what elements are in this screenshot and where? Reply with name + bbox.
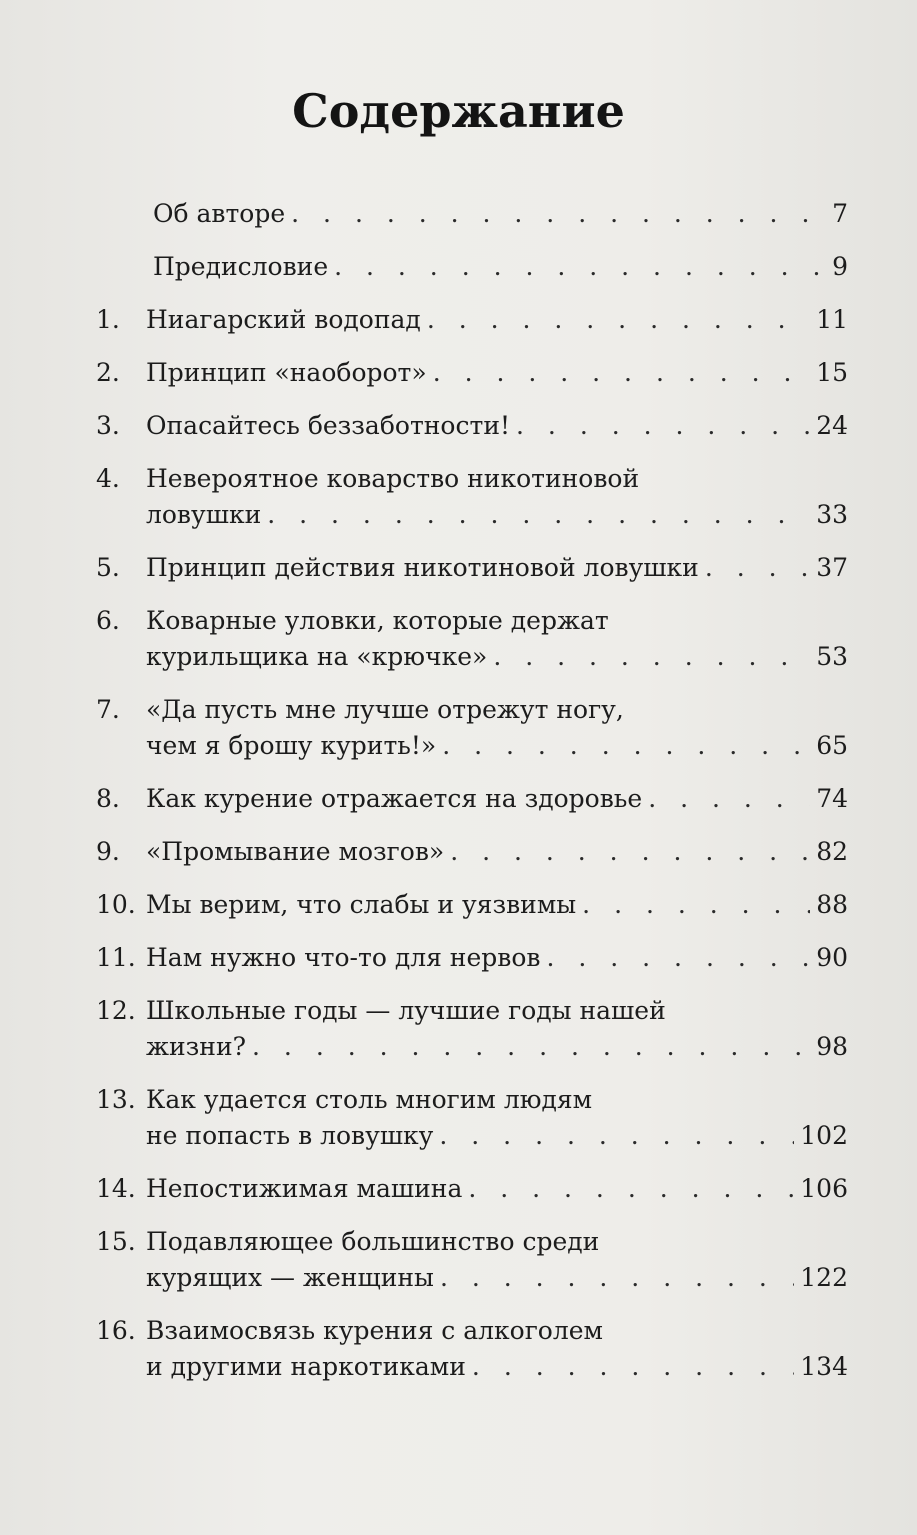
dot-leader (291, 196, 826, 232)
chapter-title-line: Нам нужно что-то для нервов (146, 943, 541, 972)
chapter-title-line: Принцип «наоборот» (146, 358, 427, 387)
dot-leader (334, 249, 826, 285)
dot-leader (472, 1349, 794, 1385)
chapter-title (146, 408, 848, 444)
chapter-title-line: «Промывание мозгов» (146, 837, 445, 866)
dot-leader (267, 497, 810, 533)
chapter-title-line: Принцип действия никотиновой ловушки (146, 553, 699, 582)
chapter-title-line: и другими наркотиками (146, 1352, 466, 1381)
chapter-number: 8. (96, 784, 120, 813)
chapter-title-last-line (146, 1260, 848, 1296)
dot-leader (516, 408, 810, 444)
chapter-title-line: «Да пусть мне лучше отрежут ногу, (146, 695, 624, 724)
page-number: 11 (816, 305, 848, 334)
page-number: 15 (816, 358, 848, 387)
chapter-title (146, 461, 848, 533)
page-number: 106 (800, 1174, 848, 1203)
chapter-title (146, 1171, 848, 1207)
chapter-title (146, 940, 848, 976)
dot-leader (493, 639, 810, 675)
chapter-title-line: не попасть в ловушку (146, 1121, 434, 1150)
chapter-title-last-line (146, 781, 848, 817)
chapter-number: 9. (96, 837, 120, 866)
page-number: 90 (816, 943, 848, 972)
chapter-title-last-line (146, 1171, 848, 1207)
chapter-title (146, 692, 848, 764)
chapter-title (146, 1313, 848, 1385)
page-number: 37 (816, 553, 848, 582)
chapter-title-last-line (146, 834, 848, 870)
dot-leader (440, 1260, 794, 1296)
chapter-number: 7. (96, 695, 120, 724)
page-number: 65 (816, 731, 848, 760)
chapter-title (146, 781, 848, 817)
chapter-title-last-line (146, 497, 848, 533)
chapter-number: 13. (96, 1085, 136, 1114)
dot-leader (252, 1029, 810, 1065)
chapter-title-line: Опасайтесь беззаботности! (146, 411, 511, 440)
chapter-title-line: Коварные уловки, которые держат (146, 606, 609, 635)
page-number: 53 (816, 642, 848, 671)
chapter-title-line: Невероятное коварство никотиновой (146, 464, 640, 493)
toc-entry (96, 196, 848, 232)
chapter-number: 15. (96, 1227, 136, 1256)
chapter-title-last-line (146, 728, 848, 764)
dot-leader (442, 728, 810, 764)
chapter-title-line: Взаимосвязь курения с алкоголем (146, 1316, 603, 1345)
toc-entry (96, 1224, 848, 1296)
chapter-title-line: Школьные годы — лучшие годы нашей (146, 996, 666, 1025)
chapter-number: 3. (96, 411, 120, 440)
chapter-title-line: Ниагарский водопад (146, 305, 421, 334)
chapter-title (146, 302, 848, 338)
chapter-number: 12. (96, 996, 136, 1025)
chapter-title-line: ловушки (146, 500, 262, 529)
toc-entry (96, 692, 848, 764)
toc-entry (96, 603, 848, 675)
chapter-number: 1. (96, 305, 120, 334)
chapter-title-last-line (146, 887, 848, 923)
dot-leader (439, 1118, 794, 1154)
chapter-number: 4. (96, 464, 120, 493)
chapter-title-line: чем я брошу курить!» (146, 731, 437, 760)
dot-leader (705, 550, 810, 586)
chapter-title-line: Как удается столь многим людям (146, 1085, 593, 1114)
toc-entry (96, 887, 848, 923)
chapter-title-line: Подавляющее большинство среди (146, 1227, 600, 1256)
chapter-title (153, 249, 848, 285)
page-number: 82 (816, 837, 848, 866)
chapter-title-line: Предисловие (153, 252, 329, 281)
toc-entry (96, 302, 848, 338)
chapter-title-line: Непостижимая машина (146, 1174, 463, 1203)
page-number: 102 (800, 1121, 848, 1150)
table-of-contents (96, 196, 848, 1402)
chapter-number: 16. (96, 1316, 136, 1345)
toc-entry (96, 1082, 848, 1154)
page-number: 9 (832, 252, 848, 281)
toc-entry (96, 355, 848, 391)
chapter-title-last-line (146, 1029, 848, 1065)
chapter-number: 11. (96, 943, 136, 972)
page-number: 33 (816, 500, 848, 529)
chapter-title-line: Об авторе (153, 199, 286, 228)
chapter-title-line: курильщика на «крючке» (146, 642, 488, 671)
page-title: Содержание (292, 84, 625, 138)
chapter-number: 5. (96, 553, 120, 582)
toc-entry (96, 781, 848, 817)
toc-entry (96, 940, 848, 976)
page-number: 7 (832, 199, 848, 228)
dot-leader (427, 302, 810, 338)
chapter-title-last-line (146, 408, 848, 444)
chapter-title-last-line (146, 302, 848, 338)
toc-entry (96, 1171, 848, 1207)
chapter-title (146, 993, 848, 1065)
chapter-title-last-line (146, 940, 848, 976)
toc-entry (96, 550, 848, 586)
chapter-title-line: Как курение отражается на здоровье (146, 784, 643, 813)
chapter-title-last-line (146, 550, 848, 586)
dot-leader (450, 834, 810, 870)
chapter-title (146, 550, 848, 586)
toc-entry (96, 993, 848, 1065)
chapter-title (146, 887, 848, 923)
dot-leader (468, 1171, 794, 1207)
chapter-title (146, 1224, 848, 1296)
chapter-number: 6. (96, 606, 120, 635)
chapter-title (146, 834, 848, 870)
chapter-title-last-line (146, 1118, 848, 1154)
toc-entry (96, 461, 848, 533)
toc-entry (96, 1313, 848, 1385)
dot-leader (582, 887, 810, 923)
chapter-title-line: Мы верим, что слабы и уязвимы (146, 890, 577, 919)
chapter-number: 10. (96, 890, 136, 919)
chapter-title-line: курящих — женщины (146, 1263, 434, 1292)
page-number: 98 (816, 1032, 848, 1061)
page-number: 88 (816, 890, 848, 919)
toc-entry (96, 249, 848, 285)
chapter-title (146, 1082, 848, 1154)
chapter-number: 2. (96, 358, 120, 387)
chapter-title-line: жизни? (146, 1032, 247, 1061)
page-number: 134 (800, 1352, 848, 1381)
chapter-title-last-line (153, 249, 848, 285)
dot-leader (648, 781, 810, 817)
dot-leader (433, 355, 811, 391)
toc-entry (96, 834, 848, 870)
chapter-number: 14. (96, 1174, 136, 1203)
chapter-title-last-line (146, 639, 848, 675)
chapter-title (146, 355, 848, 391)
page-number: 24 (816, 411, 848, 440)
chapter-title-last-line (153, 196, 848, 232)
toc-entry (96, 408, 848, 444)
page-number: 122 (800, 1263, 848, 1292)
chapter-title (146, 603, 848, 675)
chapter-title-last-line (146, 355, 848, 391)
chapter-title-last-line (146, 1349, 848, 1385)
page-number: 74 (816, 784, 848, 813)
dot-leader (546, 940, 810, 976)
chapter-title (153, 196, 848, 232)
